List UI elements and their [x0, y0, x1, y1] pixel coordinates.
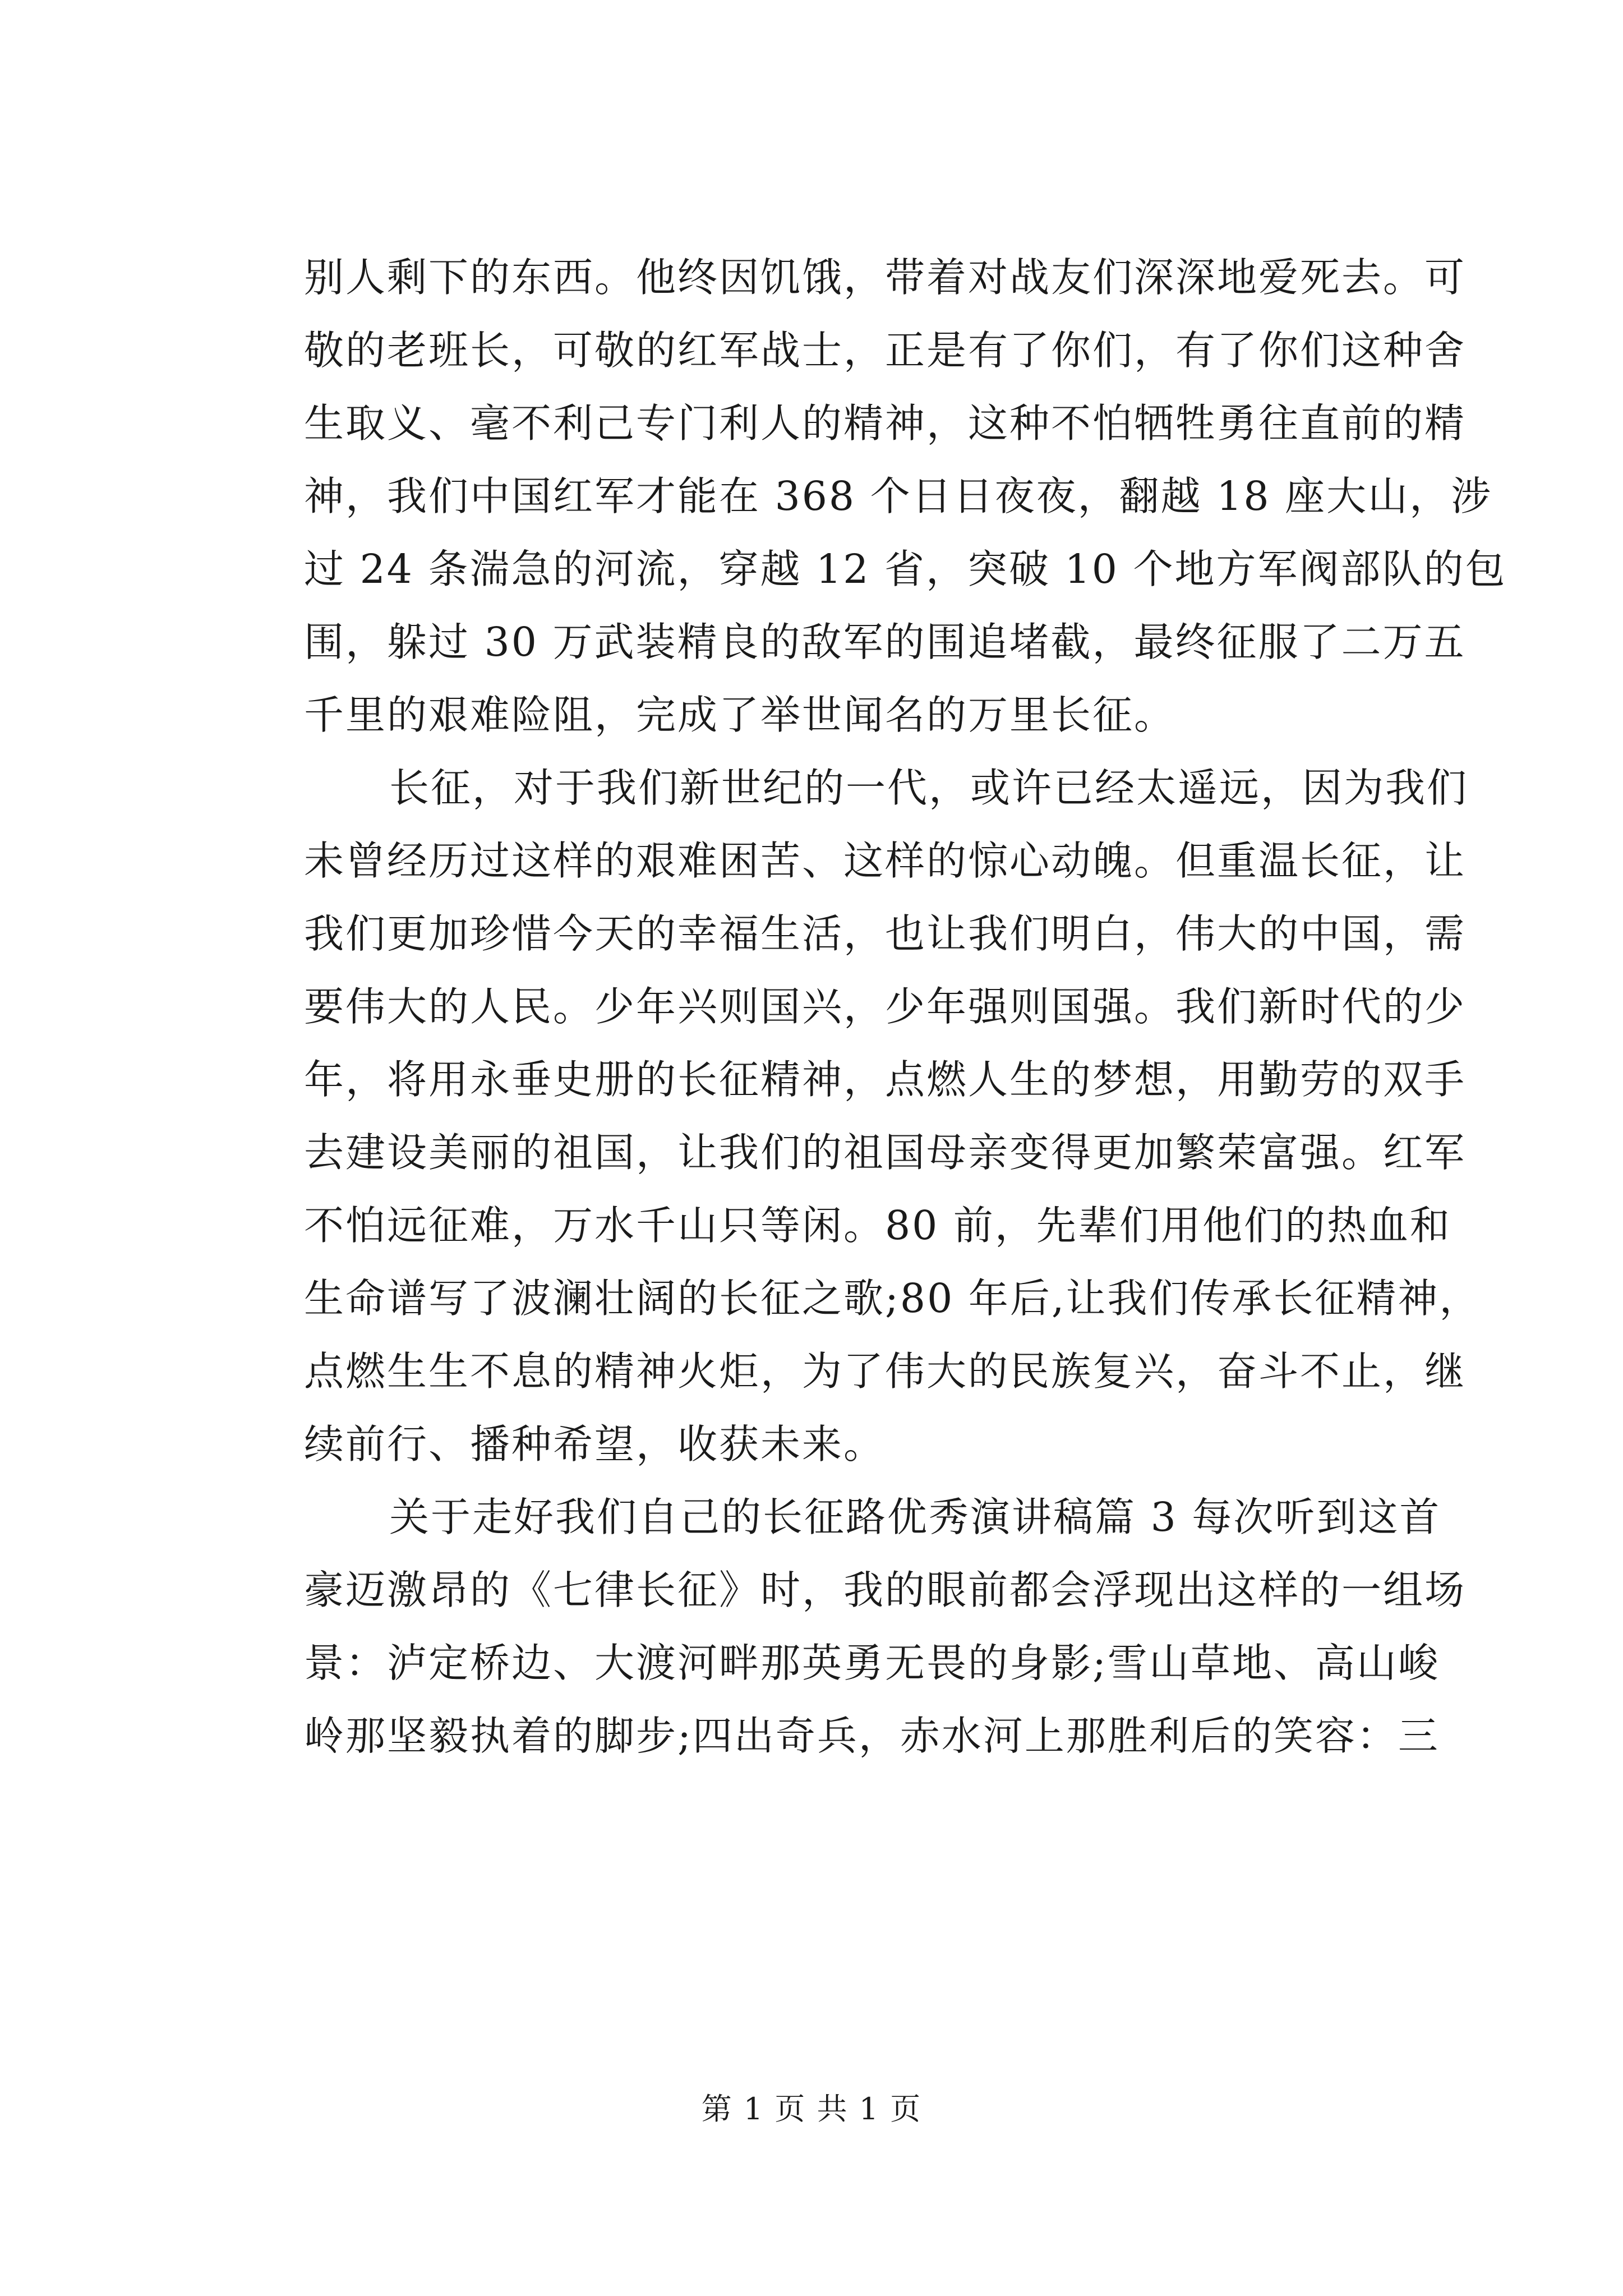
document-body: [304, 241, 1507, 1773]
text-line: 长征，对于我们新世纪的一代，或许已经太遥远，因为我们: [389, 765, 1469, 811]
text-line: 别人剩下的东西。他终因饥饿，带着对战友们深深地爱死去。可: [304, 254, 1467, 301]
text-line: 续前行、播种希望，收获未来。: [304, 1421, 886, 1467]
text-line: 年，将用永垂史册的长征精神，点燃人生的梦想，用勤劳的双手: [304, 1056, 1467, 1103]
text-line: 千里的艰难险阻，完成了举世闻名的万里长征。: [304, 692, 1176, 738]
text-line: 过 24 条湍急的河流，穿越 12 省，突破 10 个地方军阀部队的包: [304, 546, 1507, 592]
text-line: 点燃生生不息的精神火炬，为了伟大的民族复兴，奋斗不止，继: [304, 1348, 1467, 1395]
text-line: 生命谱写了波澜壮阔的长征之歌;80 年后,让我们传承长征精神，: [304, 1275, 1481, 1322]
text-line: 去建设美丽的祖国，让我们的祖国母亲变得更加繁荣富强。红军: [304, 1129, 1467, 1176]
paragraph-3: [304, 1481, 1467, 1773]
text-line: 围，躲过 30 万武装精良的敌军的围追堵截，最终征服了二万五: [304, 619, 1466, 665]
page-number-label: 第 1 页 共 1 页: [701, 2091, 922, 2127]
text-line: 生取义、毫不利己专门利人的精神，这种不怕牺牲勇往直前的精: [304, 400, 1467, 447]
text-line: 神，我们中国红军才能在 368 个日日夜夜，翻越 18 座大山，涉: [304, 473, 1493, 519]
text-line: 景：泸定桥边、大渡河畔那英勇无畏的身影;雪山草地、高山峻: [304, 1640, 1440, 1686]
text-line: 岭那坚毅执着的脚步;四出奇兵，赤水河上那胜利后的笑容：三: [304, 1713, 1440, 1759]
text-line: 我们更加珍惜今天的幸福生活，也让我们明白，伟大的中国，需: [304, 910, 1467, 957]
paragraph-2: [304, 752, 1481, 1481]
text-line: 敬的老班长，可敬的红军战士，正是有了你们，有了你们这种舍: [304, 327, 1467, 374]
text-line: 不怕远征难，万水千山只等闲。80 前，先辈们用他们的热血和: [304, 1202, 1451, 1249]
page-footer: [0, 2090, 1623, 2129]
paragraph-1: [304, 241, 1507, 752]
text-line: 未曾经历过这样的艰难困苦、这样的惊心动魄。但重温长征，让: [304, 838, 1467, 884]
text-line: 豪迈激昂的《七律长征》时，我的眼前都会浮现出这样的一组场: [304, 1567, 1467, 1613]
text-line: 关于走好我们自己的长征路优秀演讲稿篇 3 每次听到这首: [389, 1494, 1441, 1540]
text-line: 要伟大的人民。少年兴则国兴，少年强则国强。我们新时代的少: [304, 983, 1467, 1030]
